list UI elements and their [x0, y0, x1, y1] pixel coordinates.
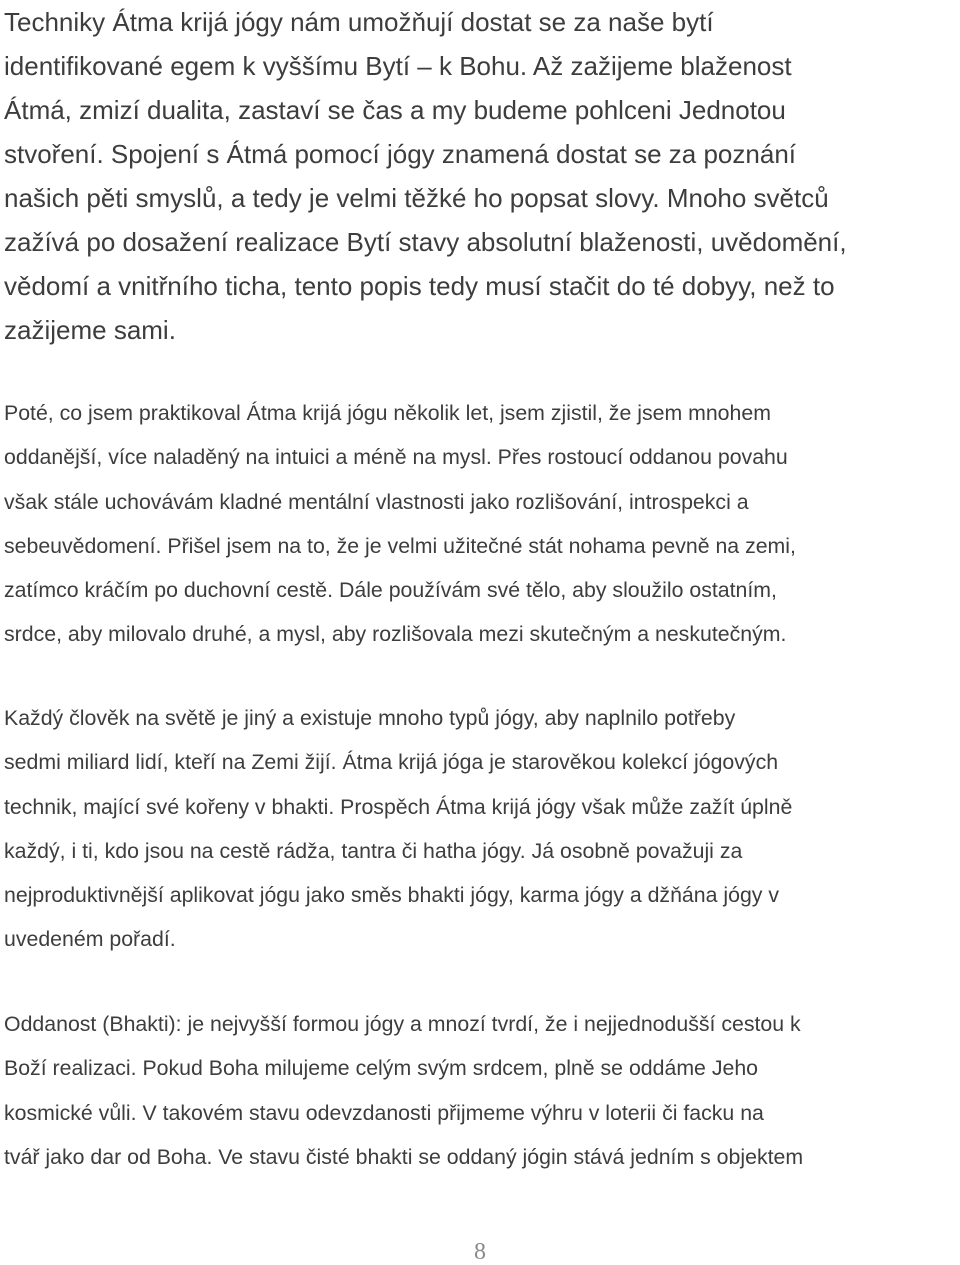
text-line: srdce, aby milovalo druhé, a mysl, aby rozlišovala mezi skutečným a neskutečným. — [4, 622, 787, 647]
text-line: zatímco kráčím po duchovní cestě. Dále používám své tělo, aby sloužilo ostatním, — [4, 578, 777, 603]
text-line: sedmi miliard lidí, kteří na Zemi žijí. Átma krijá jóga je starověkou kolekcí jógových — [4, 750, 779, 775]
text-line: Átmá, zmizí dualita, zastaví se čas a my budeme pohlceni Jednotou — [4, 95, 786, 125]
text-line: našich pěti smyslů, a tedy je velmi těžké ho popsat slovy. Mnoho světců — [4, 183, 829, 213]
text-line: však stále uchovávám kladné mentální vlastnosti jako rozlišování, introspekci a — [4, 489, 749, 514]
text-line: identifikované egem k vyššímu Bytí – k Bohu. Až zažijeme blaženost — [4, 51, 792, 81]
paragraph-bhakti — [4, 1002, 960, 1179]
text-line: Oddanost (Bhakti): je nejvyšší formou jógy a mnozí tvrdí, že i nejjednodušší cestou k — [4, 1012, 801, 1036]
text-line: Techniky Átma krijá jógy nám umožňují dostat se za naše bytí — [4, 7, 714, 37]
text-line: Boží realizaci. Pokud Boha milujeme celým svým srdcem, plně se oddáme Jeho — [4, 1056, 759, 1081]
text-line: Každý člověk na světě je jiný a existuje mnoho typů jógy, aby naplnilo potřeby — [4, 706, 736, 730]
paragraph-yoga-types — [4, 696, 960, 962]
text-line: každý, i ti, kdo jsou na cestě rádža, tantra či hatha jógy. Já osobně považuji za — [4, 838, 743, 863]
text-line: oddanější, více naladěný na intuici a méně na mysl. Přes rostoucí oddanou povahu — [4, 445, 788, 470]
text-line: zažijeme sami. — [4, 315, 176, 345]
text-line: zažívá po dosažení realizace Bytí stavy absolutní blaženosti, uvědomění, — [4, 227, 847, 257]
page-number: 8 — [474, 1239, 486, 1265]
paragraph-practice — [4, 391, 960, 657]
paragraph-intro — [4, 0, 960, 352]
text-line: uvedeném pořadí. — [4, 927, 176, 952]
text-line: stvoření. Spojení s Átmá pomocí jógy znamená dostat se za poznání — [4, 139, 796, 169]
text-line: Poté, co jsem praktikoval Átma krijá jógu několik let, jsem zjistil, že jsem mnohem — [4, 401, 771, 425]
text-line: tvář jako dar od Boha. Ve stavu čisté bhakti se oddaný jógin stává jedním s objektem — [4, 1144, 804, 1169]
text-line: sebeuvědomení. Přišel jsem na to, že je velmi užitečné stát nohama pevně na zemi, — [4, 533, 796, 558]
text-line: kosmické vůli. V takovém stavu odevzdanosti přijmeme výhru v loterii či facku na — [4, 1100, 764, 1125]
text-line: nejproduktivnější aplikovat jógu jako směs bhakti jógy, karma jógy a džňána jógy v — [4, 883, 779, 908]
text-line: vědomí a vnitřního ticha, tento popis tedy musí stačit do té dobyy, než to — [4, 271, 835, 301]
text-line: technik, mající své kořeny v bhakti. Prospěch Átma krijá jógy však může zažít úplně — [4, 794, 793, 819]
